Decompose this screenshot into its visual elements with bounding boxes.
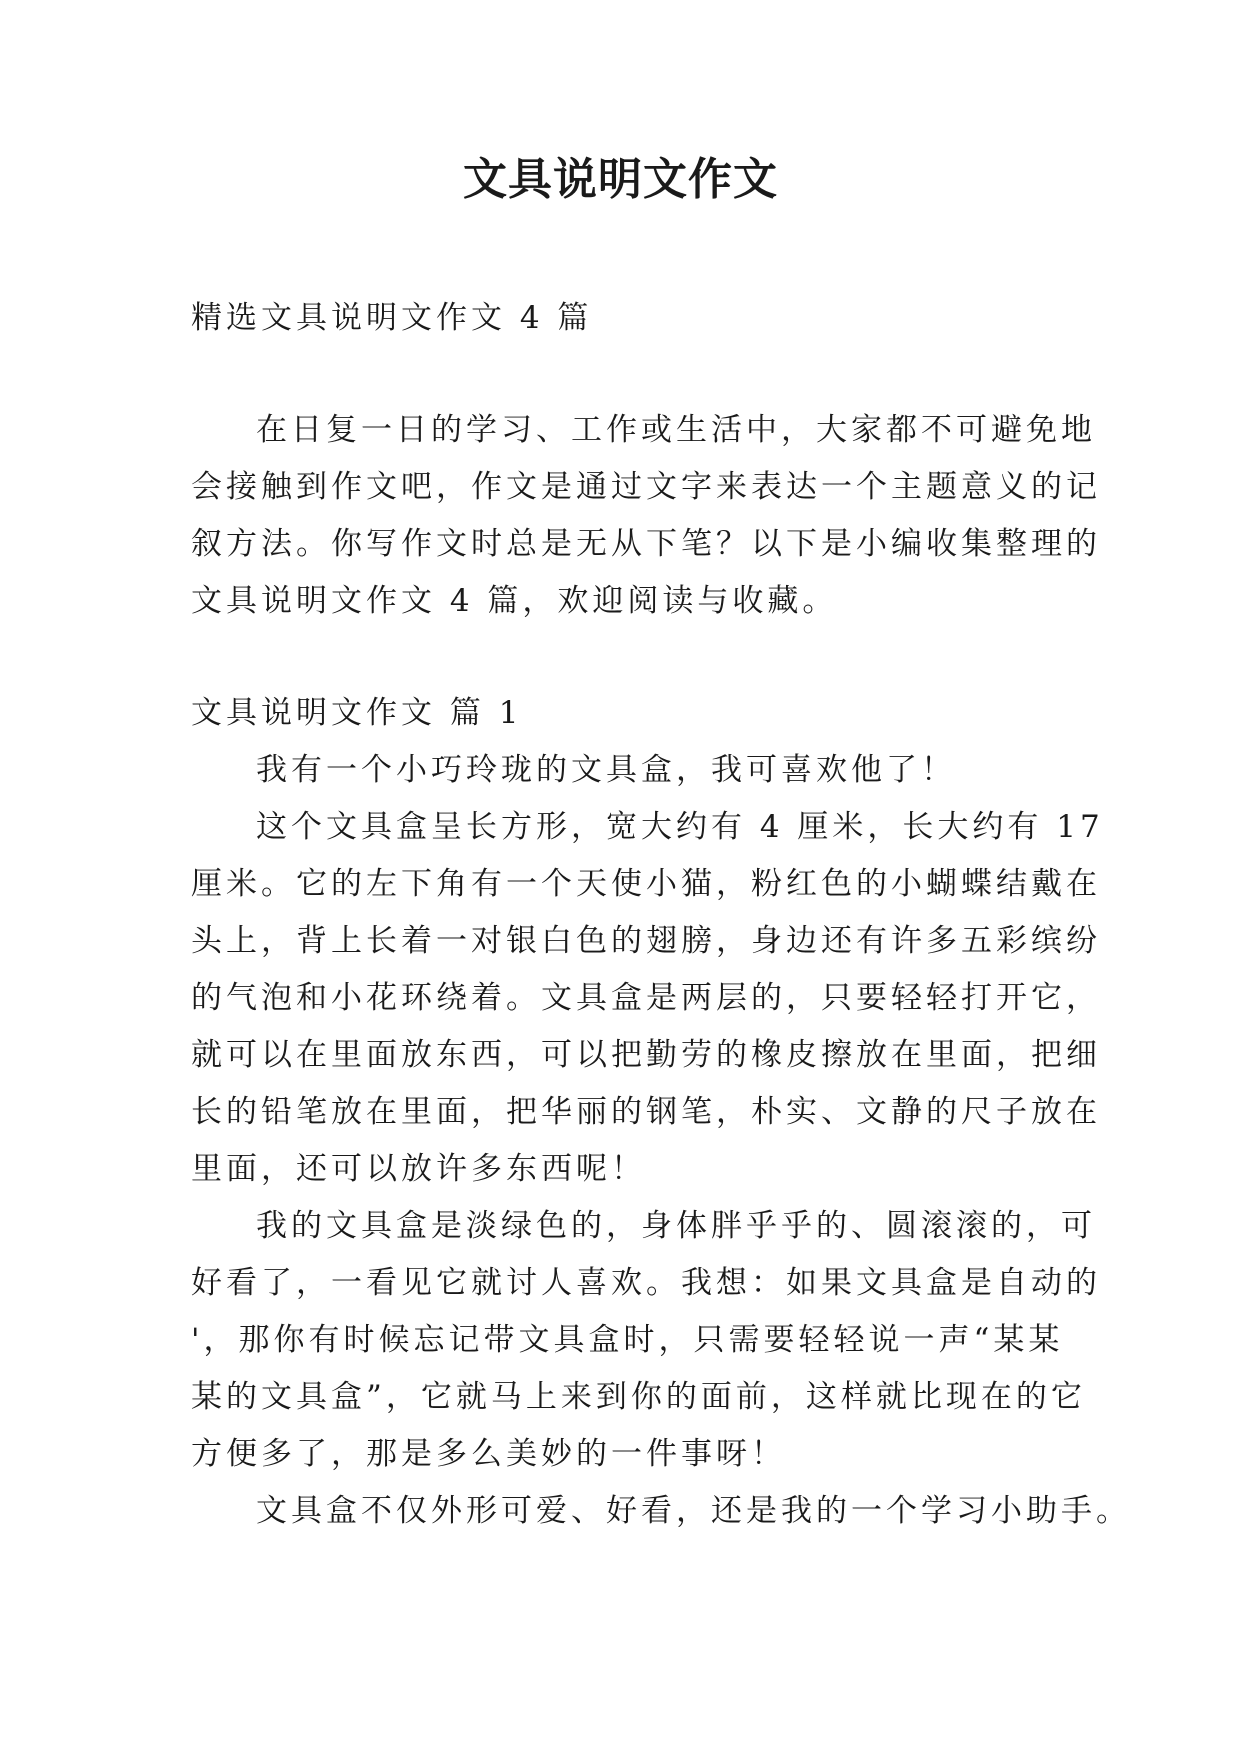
document-title: 文具说明文作文 xyxy=(463,154,778,205)
intro-line: 文具说明文作文 4 篇，欢迎阅读与收藏。 xyxy=(191,583,838,619)
paragraph-line: 里面，还可以放许多东西呢！ xyxy=(191,1151,646,1187)
paragraph-line: 的气泡和小花环绕着。文具盒是两层的，只要轻轻打开它， xyxy=(191,980,1101,1016)
paragraph-line: 某的文具盒”，它就马上来到你的面前，这样就比现在的它 xyxy=(191,1379,1086,1415)
paragraph-line: 我的文具盒是淡绿色的，身体胖乎乎的、圆滚滚的，可 xyxy=(256,1208,1096,1244)
paragraph-line: 这个文具盒呈长方形，宽大约有 4 厘米，长大约有 17 xyxy=(256,809,1104,845)
paragraph-line: 就可以在里面放东西，可以把勤劳的橡皮擦放在里面，把细 xyxy=(191,1037,1101,1073)
document-subtitle: 精选文具说明文作文 4 篇 xyxy=(191,300,593,336)
paragraph-line: 我有一个小巧玲珑的文具盒，我可喜欢他了！ xyxy=(256,752,956,788)
section-heading: 文具说明文作文 篇 1 xyxy=(191,695,523,731)
paragraph-line: 方便多了，那是多么美妙的一件事呀！ xyxy=(191,1436,786,1472)
paragraph-line: 头上，背上长着一对银白色的翅膀，身边还有许多五彩缤纷 xyxy=(191,923,1101,959)
intro-line: 会接触到作文吧，作文是通过文字来表达一个主题意义的记 xyxy=(191,469,1101,505)
paragraph-line: '，那你有时候忘记带文具盒时，只需要轻轻说一声“某某 xyxy=(191,1322,1064,1358)
intro-line: 在日复一日的学习、工作或生活中，大家都不可避免地 xyxy=(256,412,1096,448)
paragraph-line: 文具盒不仅外形可爱、好看，还是我的一个学习小助手。 xyxy=(256,1493,1131,1529)
paragraph-line: 厘米。它的左下角有一个天使小猫，粉红色的小蝴蝶结戴在 xyxy=(191,866,1101,902)
intro-line: 叙方法。你写作文时总是无从下笔？以下是小编收集整理的 xyxy=(191,526,1101,562)
paragraph-line: 长的铅笔放在里面，把华丽的钢笔，朴实、文静的尺子放在 xyxy=(191,1094,1101,1130)
paragraph-line: 好看了，一看见它就讨人喜欢。我想：如果文具盒是自动的 xyxy=(191,1265,1101,1301)
